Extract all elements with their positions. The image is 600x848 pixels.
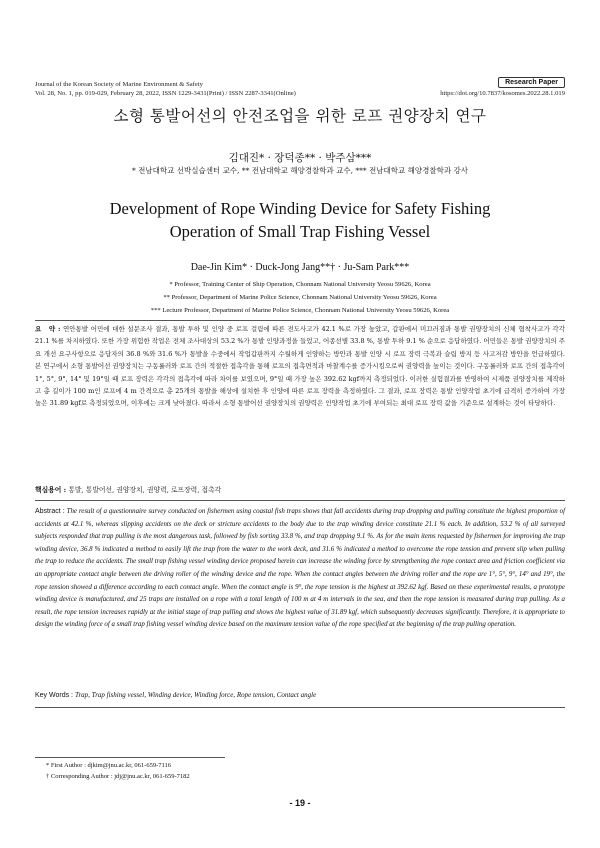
doi-link[interactable]: https://doi.org/10.7837/kosomes.2022.28.1.019 (440, 90, 565, 97)
english-keywords-text: Trap, Trap fishing vessel, Winding device, Winding force, Rope tension, Contact angle (74, 691, 317, 699)
divider-middle (35, 500, 565, 501)
english-title-line2: Operation of Small Trap Fishing Vessel (169, 222, 431, 241)
english-affiliation-3: *** Lecture Professor, Department of Marine Police Science, Chonnam National University Yeosu 59626, Korea (150, 307, 450, 314)
korean-abstract-label: 요 약 : (35, 325, 61, 333)
english-abstract-label: Abstract : (35, 508, 65, 515)
divider-bottom (35, 707, 565, 708)
korean-keywords (35, 484, 221, 494)
english-abstract-text: The result of a questionnaire survey conducted on fishermen using coastal fish traps shows that fall accidents during trap dropping and pulling constitute the highest proportion of accidents at 42.1 %, whereas slipping accidents on the deck or stricture accidents to the body due to the trap winding device constitute 21.1 % each. In addition, 53.2 % of all surveyed subjects responded that trap pulling is the most dangerous task, followed by fish sorting 33.8 %, and trap dropping 9.1 %. As for the main items requested by fishermen for improving the trap winding device, 36.8 % indicated a method to easily lift the trap from the water to the work deck, and 31.6 % indicated a method to overcome the rope tension and prevent slip when pulling the trap to reduce the accidents. The small trap fishing vessel winding device proposed herein can increase the winding force by strengthening the rope contact area and friction coefficient via an appropriate contact angle between the driving roller of the winding device and the rope. When the contact angles between the driving roller and the rope are 1°, 5°, 9°, 14° and 19°, the rope tension showed a difference according to each contact angle. When the contact angle is 9°, the rope tension is the highest at 392.62 kgf. Based on these experimental results, a prototype winding device is manufactured, and 25 traps are installed on a rope with a total length of 100 m at 4 m intervals in the sea, and then the rope tension is measured during trap pulling. As a result, the rope tension increases rapidly at the initial stage of trap pulling and shows the highest value of 31.89 kgf, which subsequently decreases significantly. Therefore, it is appropriate to design the winding force of a small trap fishing vessel winding device based on the maximum tension value of the rope specified at the beginning of the trap pulling operation. (35, 508, 566, 629)
english-affiliation-2: ** Professor, Department of Marine Police Science, Chonnam National University Yeosu 59626, Korea (163, 294, 437, 301)
korean-title: 소형 통발어선의 안전조업을 위한 로프 권양장치 연구 (113, 107, 487, 125)
korean-keywords-label: 핵심용어 : (35, 486, 67, 494)
footnote-rule (35, 757, 225, 758)
korean-abstract-text: 연안통발 어민에 대한 설문조사 결과, 통발 투하 및 인양 중 로프 걸림에 따른 전도사고가 42.1 %로 가장 높았고, 갑판에서 미끄러짐과 통발 권양장치의 신체 협착사고가 각각 21.1 %를 차지하였다. 또한 가장 위험한 작업은 전체 조사대상의 53.2 %가 통발 인양과정을 들었고, 어종선별 33.8 %, 통발 투하 9.1 % 순으로 응답하였다. 어민들은 통발 권양장치의 주요 개선 요구사항으로 응답자의 36.8 %와 31.6 %가 통발을 수중에서 작업갑판까지 수월하게 인양하는 방안과 통발 인양 시 로프 장력 극복과 슬립 방지 등 사고저감 방안을 언급하였다. 본 연구에서 소형 통발어선 권양장치는 구동롤러와 로프 간의 적절한 접촉각을 통해 로프의 접촉면적과 마찰계수를 증가시킴으로써 권양력을 높이는 것이다. 구동롤러와 로프 간의 접촉각이 1°, 5°, 9°, 14° 및 19°일 때 로프 장력은 각각의 접촉각에 따라 차이를 보였으며, 9°일 때 가장 높은 392.62 kgf까지 측정되었다. 이러한 실험결과를 반영하여 시제품 권양장치를 제작하고 총 길이가 100 m인 로프에 4 m 간격으로 총 25개의 통발을 해상에 설치한 후 인양에 따른 로프 장력을 측정하였다. 그 결과, 로프 장력은 통발 인양작업 초기에 급격히 증가하여 가장 높은 31.89 kgf로 측정되었으며, 이후에는 크게 낮아졌다. 따라서 소형 통발어선 권양장치의 권양력은 인양작업 초기에 부여되는 최대 로프 장력 값을 기준으로 설계하는 것이 타당하다. (35, 325, 565, 408)
page-number: - 19 - (289, 798, 311, 808)
korean-abstract (35, 323, 565, 410)
english-title-line1: Development of Rope Winding Device for Safety Fishing (109, 199, 491, 218)
korean-authors: 김대진* · 장덕종** · 박주삼*** (228, 152, 372, 164)
footnote-first-author: * First Author : djkim@jnu.ac.kr, 061-659-7116 (46, 762, 172, 769)
korean-keywords-text: 통발, 통발어선, 권양장치, 권양력, 로프장력, 접촉각 (68, 486, 222, 494)
english-keywords (35, 691, 316, 699)
journal-name: Journal of the Korean Society of Marine Environment & Safety (35, 81, 203, 88)
english-affiliation-1: * Professor, Training Center of Ship Operation, Chonnam National University Yeosu 59626, Korea (169, 281, 431, 288)
footnote-corresponding-author: † Corresponding Author : jdj@jnu.ac.kr, 061-659-7182 (46, 773, 190, 780)
english-keywords-label: Key Words : (35, 692, 73, 699)
volume-info: Vol. 28, No. 1, pp. 019-029, February 28, 2022, ISSN 1229-3431(Print) / ISSN 2287-3341(Online) (35, 90, 296, 97)
english-authors: Dae-Jin Kim* · Duck-Jong Jang**† · Ju-Sam Park*** (190, 262, 410, 273)
english-abstract (35, 506, 565, 632)
divider-top (35, 320, 565, 321)
korean-affiliation: * 전남대학교 선박실습센터 교수, ** 전남대학교 해양경찰학과 교수, *** 전남대학교 해양경찰학과 강사 (131, 166, 469, 175)
research-paper-badge: Research Paper (498, 77, 565, 88)
